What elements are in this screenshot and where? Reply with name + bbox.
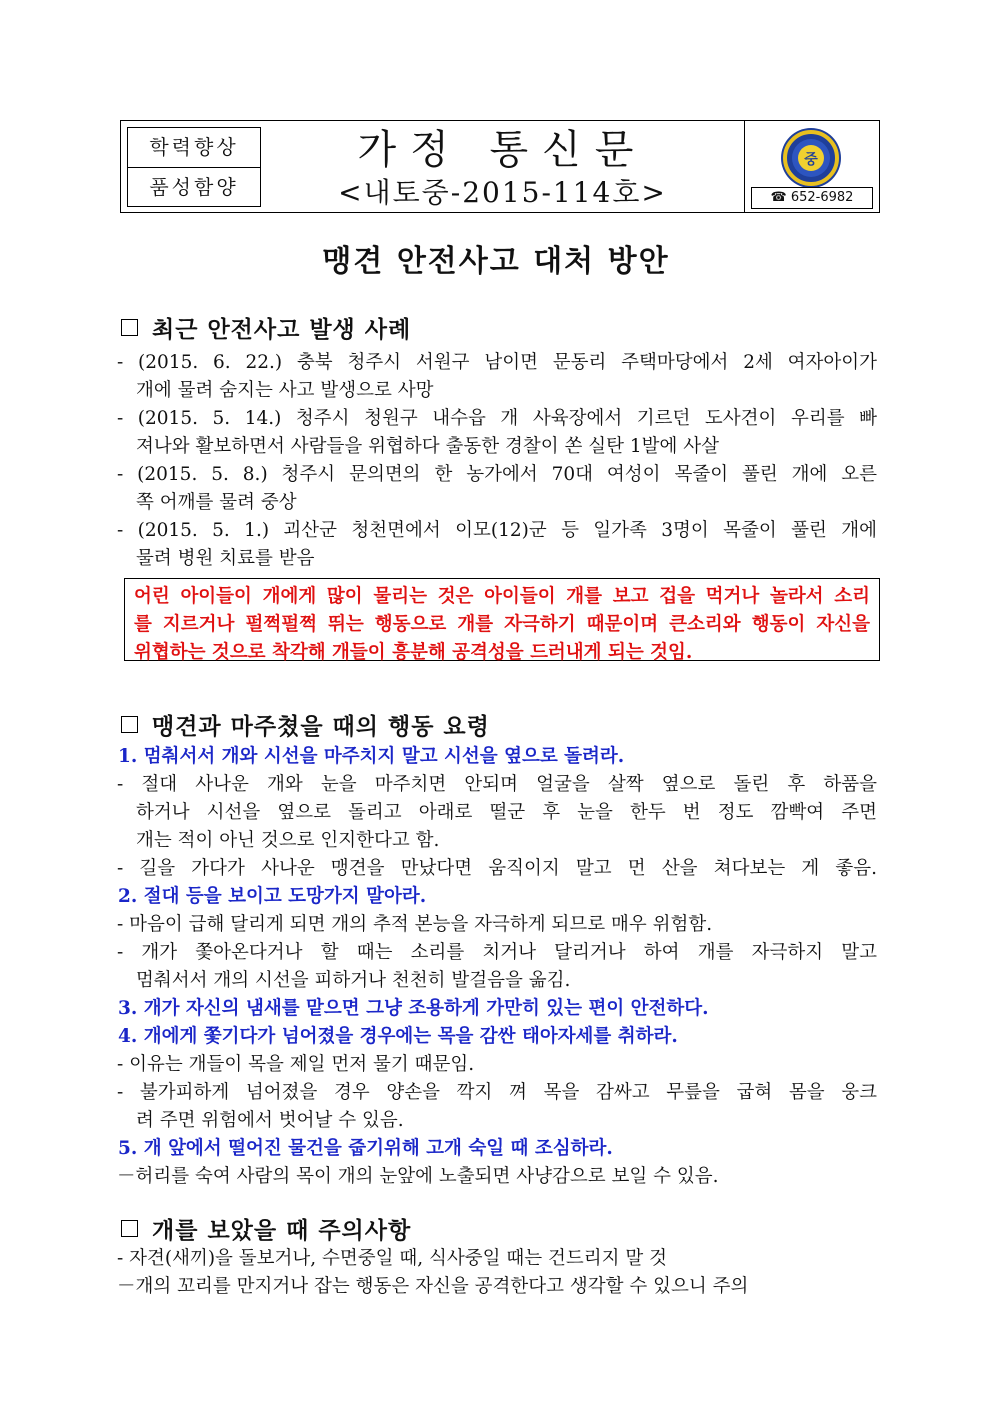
rule-line: - 길을 가다가 사나운 맹견을 만났다면 움직이지 말고 먼 산을 쳐다보는 게 좋음. [117,858,877,879]
logo-area [745,121,879,213]
rule-heading: 4. 개에게 쫓기다가 넘어졌을 경우에는 목을 감싼 태아자세를 취하라. [118,1026,678,1047]
case-line: 쪽 어깨를 물려 중상 [136,492,297,513]
rule-heading: 3. 개가 자신의 냄새를 맡으면 그냥 조용하게 가만히 있는 편이 안전하다. [118,998,709,1019]
warning-box [124,578,880,661]
section-heading-recent-cases [121,311,411,344]
case-line: 져나와 활보하면서 사람들을 위협하다 출동한 경찰이 쏜 실탄 1발에 사살 [136,436,719,457]
case-line: - (2015. 6. 22.) 충북 청주시 서원구 남이면 문동리 주택마당에서 2세 여자아이가 [117,352,877,373]
rule-heading: 1. 멈춰서서 개와 시선을 마주치지 말고 시선을 옆으로 돌려라. [118,746,625,767]
emblem-char: 중 [804,152,818,168]
warning-line: 를 지르거나 펄쩍펄쩍 뛰는 행동으로 개를 자극하기 때문이며 큰소리와 행동이 자신을 [134,614,870,635]
caution-line: - 자견(새끼)을 돌보거나, 수면중일 때, 식사중일 때는 건드리지 말 것 [117,1248,668,1269]
rule-line: - 개가 쫓아온다거나 할 때는 소리를 치거나 달리거나 하여 개를 자극하지 말고 [117,942,877,963]
rule-line: - 이유는 개들이 목을 제일 먼저 물기 때문임. [117,1054,475,1075]
rule-line: 려 주면 위험에서 벗어날 수 있음. [136,1110,404,1131]
motto-academic: 학력향상 [149,135,239,159]
section-heading-label: 최근 안전사고 발생 사례 [152,317,412,343]
rule-line: - 불가피하게 넘어졌을 경우 양손을 깍지 껴 목을 감싸고 무릎을 굽혀 몸을 웅크 [117,1082,877,1103]
rule-line: - 마음이 급해 달리게 되면 개의 추적 본능을 자극하게 되므로 매우 위험함. [117,914,713,935]
newsletter-title: 가정 통신문 [357,127,648,173]
section-heading-cautions [121,1212,411,1245]
phone-number: ☎ 652-6982 [751,187,873,209]
rule-line: －허리를 숙여 사람의 목이 개의 눈앞에 노출되면 사냥감으로 보일 수 있음. [117,1166,719,1187]
case-line: - (2015. 5. 8.) 청주시 문의면의 한 농가에서 70대 여성이 목줄이 풀린 개에 오른 [117,464,877,485]
motto-character: 품성함양 [128,167,260,207]
section-heading-label: 맹견과 마주쳤을 때의 행동 요령 [152,714,490,740]
issue-number: <내토중-2015-114호> [338,176,667,209]
school-emblem-icon [779,126,843,190]
checkbox-icon [121,716,138,733]
warning-line: 어린 아이들이 개에게 많이 물리는 것은 아이들이 개를 보고 겁을 먹거나 놀라서 소리 [134,586,870,607]
rule-line: - 절대 사나운 개와 눈을 마주치면 안되며 얼굴을 살짝 옆으로 돌린 후 하품을 [117,774,877,795]
case-line: - (2015. 5. 14.) 청주시 청원구 내수읍 개 사육장에서 기르던 도사견이 우리를 빠 [117,408,877,429]
warning-line: 위협하는 것으로 착각해 개들이 흥분해 공격성을 드러내게 되는 것임. [134,642,693,663]
case-line: 물려 병원 치료를 받음 [136,548,315,569]
rule-line: 멈춰서서 개의 시선을 피하거나 천천히 발걸음을 옮김. [136,970,571,991]
title-area [261,121,745,213]
rule-heading: 5. 개 앞에서 떨어진 물건을 줍기위해 고개 숙일 때 조심하라. [118,1138,613,1159]
section-heading-encounter [121,708,490,741]
checkbox-icon [121,319,138,336]
section-heading-label: 개를 보았을 때 주의사항 [152,1218,412,1244]
checkbox-icon [121,1220,138,1237]
newsletter-header [120,120,880,213]
rule-line: 개는 적이 아닌 것으로 인지한다고 함. [136,830,440,851]
caution-line: －개의 꼬리를 만지거나 잡는 행동은 자신을 공격한다고 생각할 수 있으니 주의 [117,1276,749,1297]
document-title: 맹견 안전사고 대처 방안 [322,244,670,279]
rule-line: 하거나 시선을 옆으로 돌리고 아래로 떨군 후 눈을 한두 번 정도 깜빡여 주면 [136,802,877,823]
rule-heading: 2. 절대 등을 보이고 도망가지 말아라. [118,886,427,907]
motto-box [127,127,261,207]
case-line: 개에 물려 숨지는 사고 발생으로 사망 [136,380,434,401]
case-line: - (2015. 5. 1.) 괴산군 청천면에서 이모(12)군 등 일가족 3명이 목줄이 풀린 개에 [117,520,877,541]
